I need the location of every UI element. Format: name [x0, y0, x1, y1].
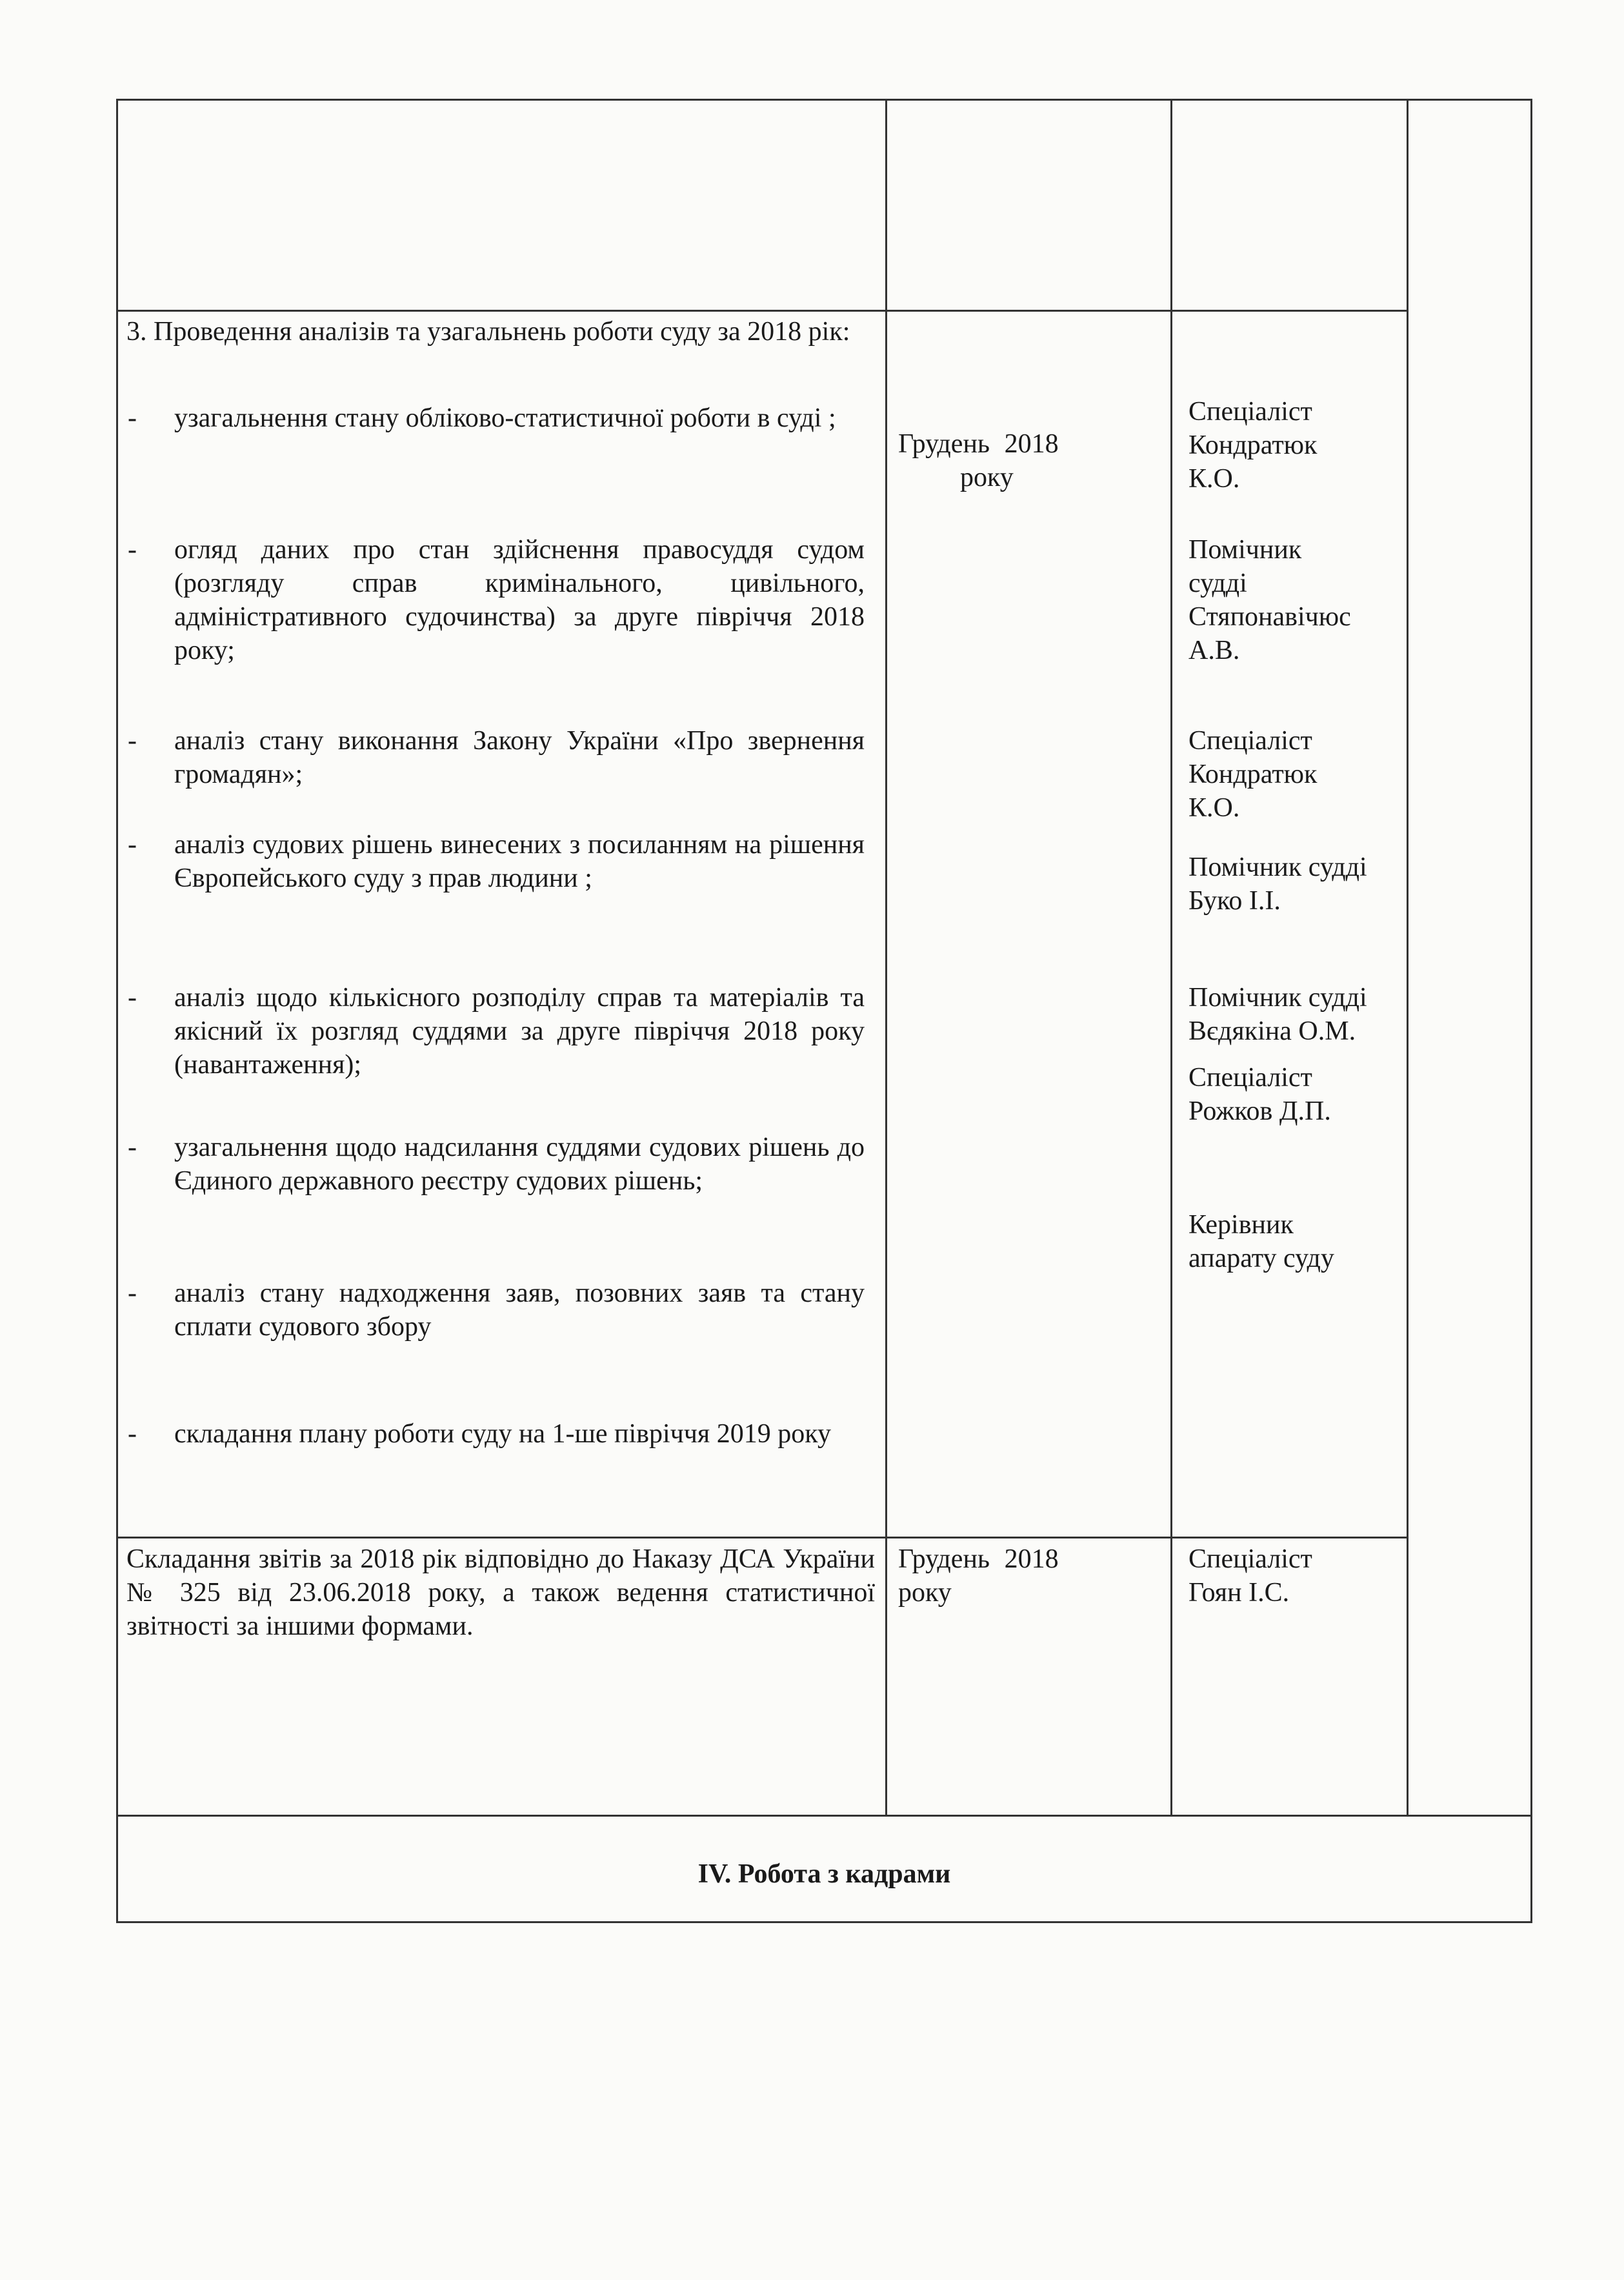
reports-task: Складання звітів за 2018 рік відповідно до Наказу ДСА України № 325 від 23.06.2018 року, а також ведення статистичної звітності за іншими формами.: [126, 1544, 875, 1641]
list-item: [128, 724, 865, 791]
list-item: [128, 401, 865, 435]
bullet: -: [128, 535, 137, 565]
item-text: аналіз стану надходження заяв, позовних заяв та стану сплати судового збору: [174, 1278, 865, 1342]
responsible-person: Помічник судді Стяпонавічюс А.В.: [1188, 535, 1351, 665]
bullet: -: [128, 726, 137, 756]
responsible-person: Спеціаліст Рожков Д.П.: [1188, 1063, 1331, 1126]
responsible-person: Керівник апарату суду: [1188, 1210, 1334, 1273]
bullet: -: [128, 983, 137, 1013]
column-divider: [1170, 99, 1172, 1817]
responsible-person: Помічник судді Вєдякіна О.М.: [1188, 983, 1367, 1046]
bullet: -: [128, 1133, 137, 1162]
responsible-person: Помічник судді Буко І.І.: [1188, 852, 1367, 916]
list-item: [128, 533, 865, 667]
table-border-left: [116, 99, 118, 1923]
term-line-1: Грудень 2018: [898, 429, 1059, 459]
bullet: -: [128, 830, 137, 860]
column-divider: [1407, 99, 1408, 1817]
item-text: складання плану роботи суду на 1-ше півріччя 2019 року: [174, 1419, 832, 1449]
row-divider: [116, 310, 1407, 312]
term-line-2: року: [960, 463, 1014, 492]
reports-term: Грудень 2018 року: [898, 1544, 1059, 1608]
responsible-person: Спеціаліст Кондратюк К.О.: [1188, 726, 1318, 823]
list-item: [128, 1276, 865, 1344]
section-heading: 3. Проведення аналізів та узагальнень роботи суду за 2018 рік:: [126, 317, 850, 347]
item-text: аналіз судових рішень винесених з посиланням на рішення Європейського суду з прав людини ;: [174, 830, 865, 893]
list-item: [128, 981, 865, 1082]
section-title: ІV. Робота з кадрами: [697, 1859, 951, 1889]
item-text: огляд даних про стан здійснення правосуддя судом (розгляду справ кримінального, цивільного, адміністративного судочинства) за друге півріччя 2018 року;: [174, 535, 865, 665]
item-text: узагальнення щодо надсилання суддями судових рішень до Єдиного державного реєстру судових рішень;: [174, 1133, 865, 1196]
list-item: [128, 828, 865, 895]
table-border-right: [1530, 99, 1532, 1923]
responsible-person: Спеціаліст Кондратюк К.О.: [1188, 397, 1318, 494]
bullet: -: [128, 1419, 137, 1449]
row-divider: [116, 1815, 1532, 1817]
reports-responsible: Спеціаліст Гоян І.С.: [1188, 1544, 1312, 1608]
item-text: аналіз стану виконання Закону України «Про звернення громадян»;: [174, 726, 865, 789]
item-text: аналіз щодо кількісного розподілу справ та матеріалів та якісний їх розгляд суддями за друге півріччя 2018 року (навантаження);: [174, 983, 865, 1080]
bullet: -: [128, 403, 137, 433]
table-border-top: [116, 99, 1532, 101]
column-divider: [885, 99, 887, 1817]
item-text: узагальнення стану обліково-статистичної роботи в суді ;: [174, 403, 836, 433]
list-item: [128, 1131, 865, 1198]
table-border-bottom: [116, 1921, 1532, 1923]
list-item: [128, 1417, 865, 1451]
bullet: -: [128, 1278, 137, 1308]
row-divider: [116, 1537, 1407, 1538]
